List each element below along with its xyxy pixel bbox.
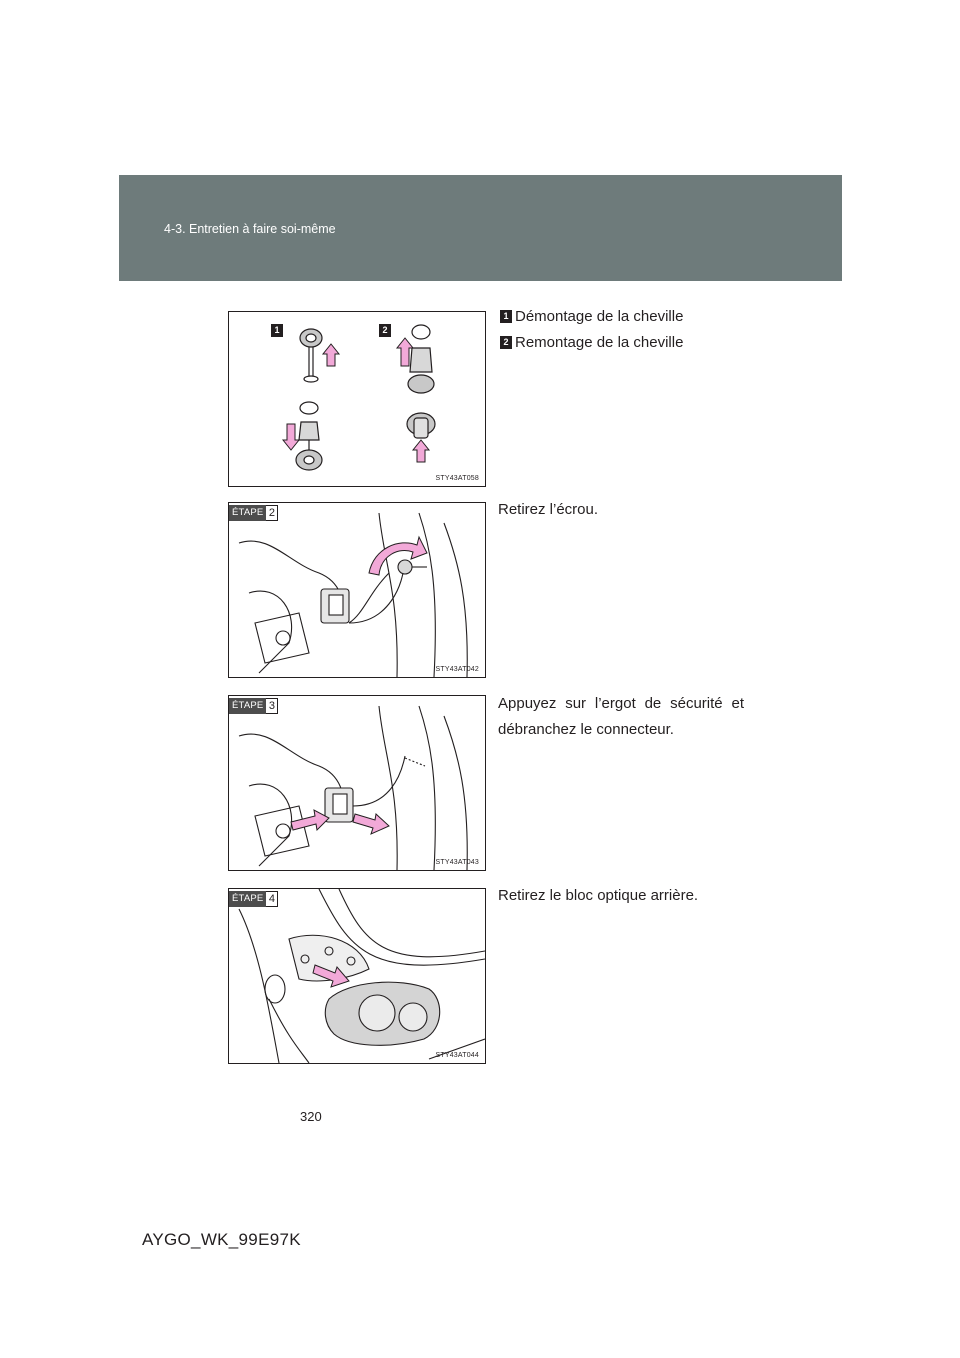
legend-item	[500, 308, 683, 325]
step-number: 2	[266, 505, 278, 521]
legend-number: 1	[500, 310, 512, 323]
figure-step-4	[228, 888, 486, 1064]
step-word: ÉTAPE	[229, 505, 266, 521]
legend-item	[500, 334, 683, 351]
step-badge	[229, 698, 278, 714]
legend-text: Démontage de la cheville	[515, 308, 684, 325]
page-number: 320	[300, 1109, 322, 1124]
legend-number: 2	[500, 336, 512, 349]
clip-illustration	[229, 312, 485, 486]
step-number: 4	[266, 891, 278, 907]
figure-step-3	[228, 695, 486, 871]
step-text: Retirez le bloc optique arrière.	[498, 887, 699, 904]
document-code: AYGO_WK_99E97K	[142, 1230, 301, 1249]
section-title: 4-3. Entretien à faire soi-même	[164, 222, 336, 236]
step-number: 3	[266, 698, 278, 714]
figure-code: STY43AT058	[435, 475, 479, 482]
step-badge	[229, 505, 278, 521]
step-text: Retirez l’écrou.	[498, 501, 599, 518]
connector-illustration	[229, 696, 485, 870]
figure-code: STY43AT044	[435, 1052, 479, 1059]
figure-marker-2: 2	[379, 324, 391, 337]
figure-code: STY43AT042	[435, 666, 479, 673]
figure-marker-1: 1	[271, 324, 283, 337]
figure-step-2	[228, 502, 486, 678]
step-word: ÉTAPE	[229, 698, 266, 714]
figure-clip	[228, 311, 486, 487]
figure-code: STY43AT043	[435, 859, 479, 866]
nut-removal-illustration	[229, 503, 485, 677]
step-text: Appuyez sur l’ergot de sécurité et débranchez le connecteur.	[498, 695, 744, 738]
rear-lamp-illustration	[229, 889, 485, 1063]
step-badge	[229, 891, 278, 907]
legend-text: Remontage de la cheville	[515, 334, 684, 351]
step-word: ÉTAPE	[229, 891, 266, 907]
